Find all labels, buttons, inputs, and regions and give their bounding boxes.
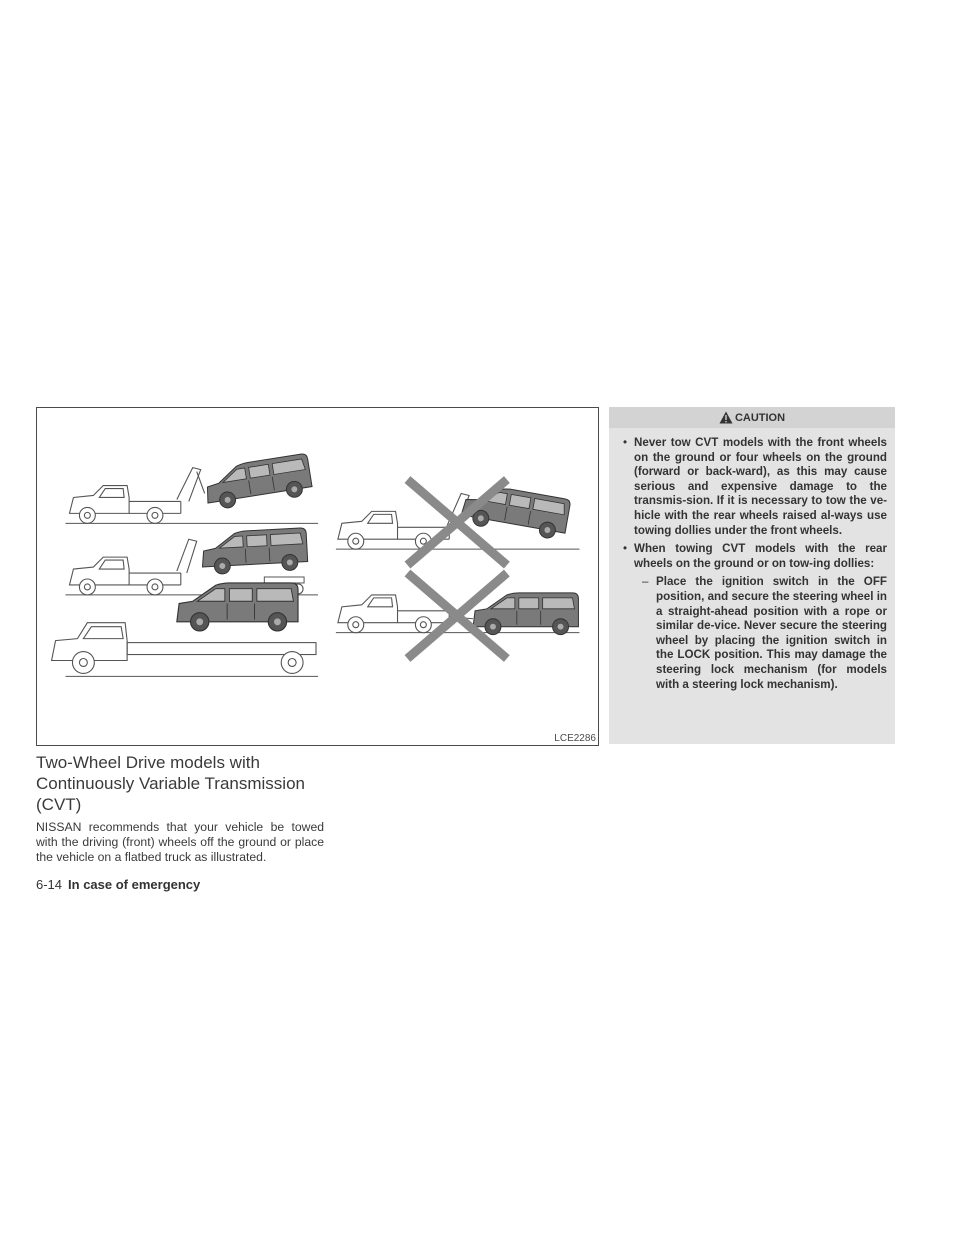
prohibited-tow-row-1 [336,480,580,565]
caution-heading: CAUTION [734,411,786,424]
tow-row-1 [65,453,318,523]
footer-section: In case of emergency [68,877,201,892]
caution-bullet-2: • When towing CVT models with the rear wheels on the ground or on tow-ing dollies: [623,542,887,571]
towing-illustration [36,407,599,746]
sub-item-dash: – [642,575,649,589]
caution-header [609,407,895,428]
caution-sub-item-text: Place the ignition switch in the OFF position, and secure the steering wheel in a straight-ahead position with a rope or similar de-vice. Never secure the steering wheel by placing the ignition switch in the LOCK position. This may damage the steering lock mechanism (for models with a steering lock mechanism). [656,575,887,691]
page-number: 6-14 [36,877,63,892]
towing-diagram [37,408,598,745]
caution-box [609,407,895,744]
caution-body [609,428,895,692]
tow-row-3 [52,583,318,676]
prohibited-tow-row-2 [336,573,580,658]
figure-code: LCE2286 [554,733,596,744]
caution-bullet-1: • Never tow CVT models with the front wheels on the ground or four wheels on the ground (forward or back-ward), as this may cause serious and expensive damage to the transmis-sion. If it is necessary to tow the ve-hicle with the rear wheels raised al-ways use towing dollies under the front wheels. [623,436,887,538]
section-title: Two-Wheel Drive models with Continuously Variable Transmission (CVT) [36,753,305,814]
page-footer [36,877,200,892]
warning-triangle-icon [719,411,733,424]
caution-sub-item [623,575,887,692]
section-body: NISSAN recommends that your vehicle be towed with the driving (front) wheels off the ground or place the vehicle on a flatbed truck as illustrated. [36,820,324,865]
